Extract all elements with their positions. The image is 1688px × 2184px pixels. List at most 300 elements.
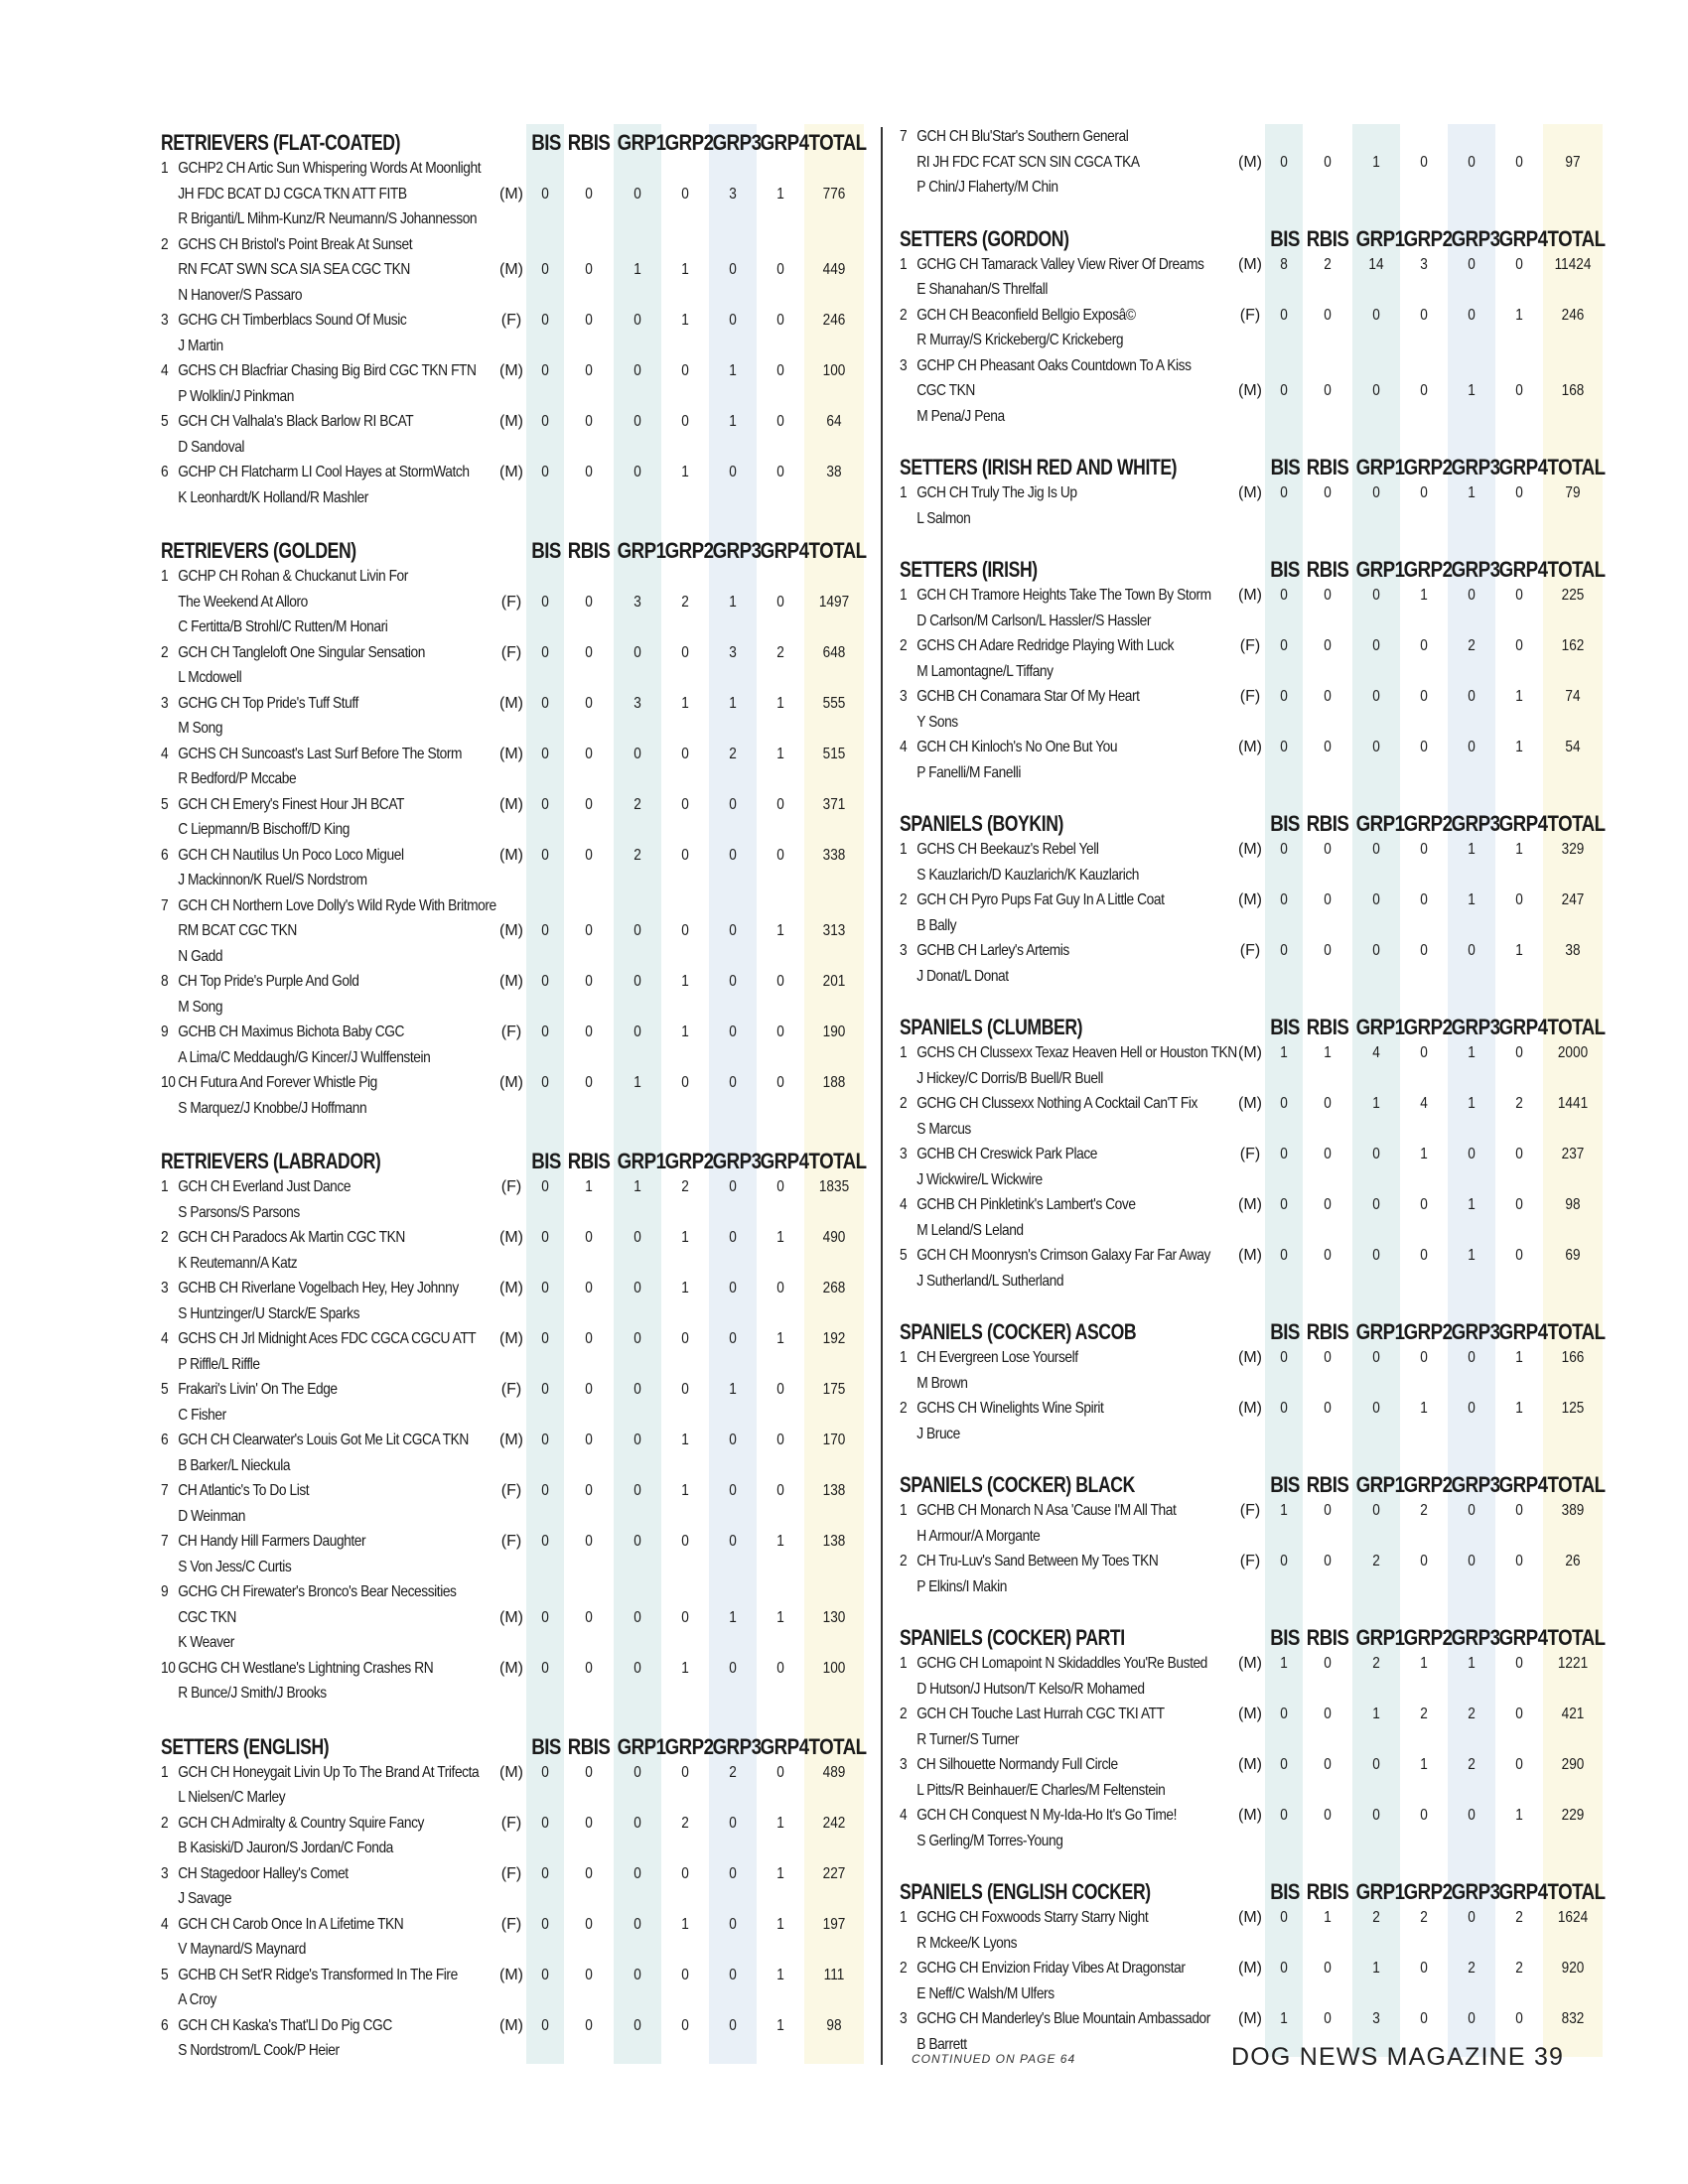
dog-name	[161, 843, 450, 869]
ranking-entry	[900, 1956, 1603, 2006]
ranking-entry	[161, 156, 864, 232]
header-total: TOTAL	[1547, 1625, 1606, 1650]
stat-grp1: 0	[1372, 1807, 1380, 1824]
stat-bis: 0	[541, 1381, 549, 1398]
stat-grp4: 1	[776, 745, 784, 762]
dog-entry	[900, 735, 1189, 785]
owners: B Barker/L Nieckula	[178, 1456, 291, 1474]
sex: (F)	[500, 643, 522, 661]
dog-titles: CGC TKN	[178, 1608, 236, 1626]
stat-rbis: 0	[585, 1074, 593, 1091]
ranking-entry	[161, 358, 864, 409]
stat-grp3: 1	[729, 1381, 737, 1398]
ranking-entry	[161, 232, 864, 309]
section-title: RETRIEVERS (FLAT-COATED)	[161, 130, 401, 155]
section-header	[900, 1619, 1606, 1651]
stat-bis: 0	[1280, 1553, 1288, 1570]
dog-entry	[161, 1861, 450, 1912]
stat-grp1: 0	[633, 1482, 641, 1499]
stat-grp2: 0	[681, 745, 689, 762]
section-title: SETTERS (GORDON)	[900, 225, 1069, 251]
left-column	[161, 124, 867, 2064]
header-bis: BIS	[1270, 225, 1300, 251]
stat-grp3: 0	[1468, 255, 1476, 273]
stat-grp3: 3	[729, 643, 737, 661]
stat-grp1: 0	[1372, 587, 1380, 604]
stat-grp4: 0	[1515, 637, 1523, 654]
stat-rbis: 0	[585, 312, 593, 329]
dog-name-text: GCH CH Blu'Star's Southern General	[916, 128, 1129, 145]
sex: (F)	[500, 1814, 522, 1832]
stat-bis: 0	[1280, 306, 1288, 324]
dog-name-text: GCHS CH Winelights Wine Spirit	[916, 1400, 1104, 1417]
dog-name-text: GCHG CH Top Pride's Tuff Stuff	[178, 694, 358, 712]
stat-total: 11424	[1554, 255, 1592, 273]
stat-total: 192	[822, 1330, 846, 1347]
dog-name	[161, 640, 450, 666]
owners: P Riffle/L Riffle	[178, 1355, 260, 1373]
section-spaniels-boykin	[900, 805, 1606, 989]
dog-name-text: GCH CH Conquest N My-Ida-Ho It's Go Time!	[916, 1807, 1178, 1824]
dog-name-text: GCHS CH Jrl Midnight Aces FDC CGCA CGCU ATT	[178, 1330, 477, 1347]
ranking-entry	[161, 409, 864, 460]
owners: A Lima/C Meddaugh/G Kincer/J Wulffenstein	[178, 1048, 431, 1066]
entry-stats	[496, 1811, 864, 1837]
rank: 1	[161, 568, 169, 585]
stat-grp2: 0	[1420, 382, 1428, 399]
stat-bis: 0	[541, 1864, 549, 1882]
stat-total: 138	[822, 1533, 846, 1550]
stat-grp3: 1	[1468, 1196, 1476, 1213]
stat-grp4: 0	[1515, 1196, 1523, 1213]
stat-rbis: 0	[1324, 1706, 1332, 1722]
stat-total: 188	[822, 1074, 846, 1091]
header-rbis: RBIS	[1306, 1015, 1349, 1039]
header-rbis: RBIS	[1306, 1319, 1349, 1344]
stat-rbis: 0	[585, 973, 593, 990]
rank: 3	[900, 356, 908, 374]
header-grp4: GRP4	[1498, 1625, 1548, 1650]
stat-grp3: 0	[729, 1280, 737, 1297]
owners: J Martin	[178, 337, 223, 354]
dog-entry	[161, 691, 450, 742]
stat-rbis: 0	[585, 846, 593, 864]
dog-titles: RN FCAT SWN SCA SIA SEA CGC TKN	[178, 261, 410, 278]
section-setters-english	[161, 1728, 867, 2064]
rank: 4	[161, 1915, 169, 1933]
stat-bis: 0	[541, 1432, 549, 1448]
stat-grp3: 0	[729, 1864, 737, 1882]
owners: S Parsons/S Parsons	[178, 1203, 300, 1221]
sex: (M)	[499, 185, 523, 203]
dog-name	[161, 1428, 469, 1453]
entry-stats	[496, 460, 864, 485]
ranking-entry	[900, 1243, 1603, 1294]
owners: R Bedford/P Mccabe	[178, 770, 297, 787]
stat-grp1: 0	[1372, 688, 1380, 705]
dog-entry	[900, 303, 1189, 353]
stat-grp4: 0	[1515, 1655, 1523, 1672]
owners: L Pitts/R Beinhauer/E Charles/M Feltenstein	[916, 1781, 1166, 1799]
stat-grp4: 0	[776, 261, 784, 278]
stat-rbis: 0	[585, 261, 593, 278]
rank: 2	[161, 643, 169, 661]
stat-bis: 0	[1280, 382, 1288, 399]
stat-grp2: 0	[681, 1763, 689, 1781]
stat-rbis: 0	[1324, 1502, 1332, 1519]
stat-grp2: 0	[1420, 942, 1428, 959]
stat-grp1: 0	[1372, 1349, 1380, 1366]
entry-stats	[496, 691, 864, 717]
dog-name-text: GCH CH Admiralty & Country Squire Fancy	[178, 1814, 425, 1832]
dog-name-text: GCH CH Northern Love Dolly's Wild Ryde With Britmore	[178, 896, 496, 914]
sex: (F)	[1239, 688, 1261, 705]
entry-stats	[496, 409, 864, 435]
rank: 9	[161, 1583, 169, 1600]
stat-grp4: 0	[776, 593, 784, 611]
stat-rbis: 2	[1324, 255, 1332, 273]
dog-entry	[161, 1070, 450, 1121]
section-setters-gordon	[900, 220, 1606, 430]
dog-entry	[161, 564, 450, 640]
section-title: RETRIEVERS (GOLDEN)	[161, 538, 356, 563]
stat-grp1: 0	[633, 1533, 641, 1550]
header-grp2: GRP2	[664, 1149, 714, 1173]
entry-stats	[1235, 150, 1603, 176]
stat-total: 1835	[818, 1178, 850, 1195]
stat-rbis: 0	[585, 1280, 593, 1297]
section-retrievers-labrador	[161, 1143, 867, 1706]
rank: 2	[161, 235, 169, 253]
stat-rbis: 0	[585, 643, 593, 661]
stat-grp1: 4	[1372, 1044, 1380, 1061]
dog-entry	[161, 792, 450, 843]
dog-name-text: GCHB CH Creswick Park Place	[916, 1146, 1098, 1162]
stat-bis: 0	[541, 593, 549, 611]
stat-bis: 0	[541, 1533, 549, 1550]
ranking-entry	[161, 1225, 864, 1276]
dog-name	[161, 460, 470, 485]
entry-stats	[496, 1428, 864, 1453]
header-grp4: GRP4	[760, 130, 809, 155]
section-header	[161, 124, 867, 156]
entry-stats	[496, 969, 864, 995]
stat-rbis: 0	[585, 2016, 593, 2034]
stat-grp1: 0	[633, 1432, 641, 1448]
stat-bis: 0	[541, 1024, 549, 1040]
header-grp2: GRP2	[1403, 1472, 1453, 1497]
stat-grp3: 2	[1468, 637, 1476, 654]
entry-stats	[496, 358, 864, 384]
owners: C Liepmann/B Bischoff/D King	[178, 821, 351, 838]
ranking-entry	[900, 1345, 1603, 1396]
stat-grp1: 2	[633, 846, 641, 864]
stat-grp2: 0	[1420, 484, 1428, 501]
rank: 6	[161, 1432, 169, 1448]
stat-grp4: 1	[776, 922, 784, 939]
dog-name-text: GCHG CH Firewater's Bronco's Bear Necessities	[178, 1583, 457, 1600]
dog-name-text: GCHG CH Tamarack Valley View River Of Dreams	[916, 255, 1204, 273]
stat-bis: 0	[541, 1608, 549, 1626]
dog-entry	[900, 1345, 1189, 1396]
stat-grp2: 1	[1420, 1400, 1428, 1417]
rank: 1	[161, 1763, 169, 1781]
dog-entry	[161, 1760, 480, 1811]
header-bis: BIS	[1270, 557, 1300, 582]
dog-entry	[900, 1091, 1197, 1142]
dog-name	[161, 1174, 450, 1200]
stat-grp3: 2	[1468, 1706, 1476, 1722]
stat-total: 1497	[818, 593, 850, 611]
page-footer: DOG NEWS MAGAZINE 39	[1231, 2043, 1565, 2071]
header-grp4: GRP4	[1498, 225, 1548, 251]
stat-grp4: 0	[776, 973, 784, 990]
ranking-entry	[161, 1579, 864, 1656]
dog-titles: CGC TKN	[916, 382, 975, 399]
dog-name-text: CH Stagedoor Halley's Comet	[178, 1864, 349, 1882]
header-grp3: GRP3	[1451, 1625, 1500, 1650]
dog-name	[161, 969, 450, 995]
header-bis: BIS	[1270, 1319, 1300, 1344]
stat-total: 313	[822, 922, 846, 939]
sex: (F)	[500, 593, 522, 611]
dog-name-text: CH Handy Hill Farmers Daughter	[178, 1533, 366, 1550]
stat-rbis: 0	[1324, 382, 1332, 399]
stat-bis: 0	[541, 1814, 549, 1832]
stat-rbis: 0	[1324, 587, 1332, 604]
header-grp1: GRP1	[1355, 1319, 1405, 1344]
dog-name-text: GCHS CH Beekauz's Rebel Yell	[916, 841, 1099, 858]
owners: L Salmon	[916, 509, 971, 527]
stat-grp2: 0	[1420, 891, 1428, 908]
entry-stats	[1235, 1651, 1603, 1677]
stat-total: 237	[1561, 1146, 1585, 1162]
header-grp1: GRP1	[1355, 1015, 1405, 1039]
dog-entry	[161, 358, 477, 409]
stat-grp2: 2	[681, 593, 689, 611]
stat-bis: 0	[1280, 153, 1288, 171]
rank: 5	[161, 1381, 169, 1398]
stat-total: 832	[1561, 2010, 1585, 2027]
dog-entry	[900, 1396, 1189, 1446]
sex: (F)	[1239, 1146, 1261, 1162]
dog-entry	[161, 232, 450, 309]
stat-grp4: 1	[776, 1533, 784, 1550]
ranking-entry	[900, 1651, 1603, 1702]
sex: (M)	[499, 795, 523, 813]
section-title: SETTERS (IRISH)	[900, 557, 1038, 582]
rank: 4	[161, 362, 169, 379]
rank: 3	[161, 1864, 169, 1882]
ranking-entry	[161, 1656, 864, 1706]
stat-grp2: 1	[1420, 587, 1428, 604]
header-bis: BIS	[531, 1149, 561, 1173]
stat-rbis: 0	[585, 1763, 593, 1781]
stat-grp4: 1	[1515, 688, 1523, 705]
dog-name-text: GCHB CH Maximus Bichota Baby CGC	[178, 1024, 405, 1040]
stat-grp1: 2	[1372, 1909, 1380, 1926]
header-grp2: GRP2	[1403, 455, 1453, 479]
stat-grp4: 2	[776, 643, 784, 661]
dog-name-text: GCHS CH Suncoast's Last Surf Before The Storm	[178, 745, 463, 762]
stat-rbis: 0	[585, 922, 593, 939]
rank: 1	[900, 587, 908, 604]
stat-grp4: 1	[776, 1330, 784, 1347]
stat-bis: 0	[1280, 891, 1288, 908]
stat-bis: 0	[1280, 1960, 1288, 1977]
stat-grp3: 0	[1468, 1807, 1476, 1824]
header-grp4: GRP4	[1498, 1319, 1548, 1344]
dog-name	[900, 735, 1189, 760]
stat-grp2: 0	[681, 922, 689, 939]
dog-name	[900, 1142, 1189, 1167]
stat-grp1: 0	[1372, 637, 1380, 654]
ranking-entry	[900, 252, 1603, 303]
sex: (M)	[1238, 841, 1262, 858]
dog-name-text: GCHG CH Westlane's Lightning Crashes RN	[178, 1659, 434, 1677]
section-title: SETTERS (IRISH RED AND WHITE)	[900, 455, 1178, 479]
header-rbis: RBIS	[567, 538, 611, 563]
header-rbis: RBIS	[1306, 225, 1349, 251]
dog-name	[900, 480, 1189, 506]
stat-bis: 0	[1280, 841, 1288, 858]
dog-name-text: GCHB CH Set'R Ridge's Transformed In The Fire	[178, 1966, 458, 1983]
stat-grp3: 0	[729, 1659, 737, 1677]
ranking-entry	[161, 1070, 864, 1121]
stat-grp1: 1	[1372, 1095, 1380, 1112]
dog-name	[900, 1243, 1210, 1269]
header-grp2: GRP2	[664, 538, 714, 563]
owners: S Kauzlarich/D Kauzlarich/K Kauzlarich	[916, 866, 1140, 884]
header-grp4: GRP4	[760, 1149, 809, 1173]
stat-bis: 0	[541, 1280, 549, 1297]
dog-name	[900, 684, 1189, 710]
stat-total: 489	[822, 1763, 846, 1781]
header-grp2: GRP2	[1403, 1879, 1453, 1904]
stat-grp3: 1	[1468, 891, 1476, 908]
header-total: TOTAL	[808, 1149, 867, 1173]
owners: M Song	[178, 998, 223, 1016]
header-grp2: GRP2	[1403, 557, 1453, 582]
stat-grp2: 2	[681, 1814, 689, 1832]
dog-entry	[161, 2013, 450, 2064]
ranking-entry	[900, 887, 1603, 938]
section-retrievers-flat-coated	[161, 124, 867, 510]
header-grp3: GRP3	[1451, 1319, 1500, 1344]
dog-name-text: CH Atlantic's To Do List	[178, 1482, 310, 1499]
stat-total: 38	[826, 464, 842, 480]
sex: (M)	[1238, 1247, 1262, 1264]
stat-grp4: 1	[776, 1229, 784, 1246]
stat-grp3: 0	[729, 1229, 737, 1246]
sex: (M)	[499, 1659, 523, 1677]
sex: (M)	[1238, 891, 1262, 908]
header-rbis: RBIS	[567, 1149, 611, 1173]
header-bis: BIS	[1270, 1625, 1300, 1650]
dog-entry	[161, 1225, 450, 1276]
owners: N Hanover/S Passaro	[178, 286, 303, 304]
stat-rbis: 0	[585, 1814, 593, 1832]
stat-total: 111	[823, 1966, 845, 1983]
dog-name	[161, 742, 463, 767]
rank: 2	[900, 1095, 908, 1112]
dog-name	[900, 1702, 1189, 1727]
rank: 10	[161, 1659, 176, 1677]
rank: 2	[900, 1400, 908, 1417]
dog-name-text: GCH CH Pyro Pups Fat Guy In A Little Coat	[916, 891, 1165, 908]
header-grp2: GRP2	[664, 130, 714, 155]
rank: 1	[161, 160, 169, 177]
stat-grp3: 0	[729, 1330, 737, 1347]
right-column	[900, 124, 1606, 2057]
owners: V Maynard/S Maynard	[178, 1941, 306, 1958]
dog-name	[161, 1861, 450, 1887]
owners: D Hutson/J Hutson/T Kelso/R Mohamed	[916, 1680, 1145, 1698]
header-total: TOTAL	[1547, 1319, 1606, 1344]
stat-rbis: 0	[1324, 1807, 1332, 1824]
stat-bis: 0	[1280, 637, 1288, 654]
dog-entry	[900, 1702, 1189, 1752]
ranking-entry	[161, 1478, 864, 1529]
stat-rbis: 0	[585, 745, 593, 762]
dog-name	[900, 353, 1192, 379]
stat-grp2: 0	[681, 846, 689, 864]
stat-grp2: 1	[681, 261, 689, 278]
ranking-entry	[161, 1276, 864, 1326]
header-grp2: GRP2	[1403, 225, 1453, 251]
dog-entry	[900, 353, 1192, 430]
stat-grp1: 0	[1372, 841, 1380, 858]
stat-grp2: 1	[1420, 1655, 1428, 1672]
ranking-entry	[900, 1803, 1603, 1853]
stat-grp1: 0	[633, 1330, 641, 1347]
dog-entry	[161, 460, 470, 510]
section-title: SETTERS (ENGLISH)	[161, 1733, 330, 1759]
section-header	[900, 220, 1606, 252]
section-header	[900, 449, 1606, 480]
ranking-entry	[900, 1040, 1603, 1091]
rank: 3	[900, 1756, 908, 1773]
section-header	[900, 1009, 1606, 1040]
dog-name-text: CH Top Pride's Purple And Gold	[178, 973, 359, 990]
dog-entry	[161, 156, 482, 232]
dog-name-text: GCH CH Tramore Heights Take The Town By Storm	[916, 587, 1211, 604]
section-spaniels-cocker-parti	[900, 1619, 1606, 1853]
stat-bis: 0	[541, 1074, 549, 1091]
header-rbis: RBIS	[1306, 455, 1349, 479]
stat-grp1: 0	[1372, 1756, 1380, 1773]
entry-stats	[496, 257, 864, 283]
stat-total: 1221	[1557, 1655, 1589, 1672]
stat-grp4: 2	[1515, 1095, 1523, 1112]
stat-grp4: 0	[1515, 484, 1523, 501]
header-grp3: GRP3	[1451, 1472, 1500, 1497]
dog-name-text: GCHP CH Rohan & Chuckanut Livin For	[178, 568, 408, 585]
section-title: SPANIELS (COCKER) PARTI	[900, 1625, 1125, 1650]
section-retrievers-golden	[161, 532, 867, 1121]
stat-grp2: 0	[681, 1074, 689, 1091]
ranking-entry	[161, 1760, 864, 1811]
header-grp3: GRP3	[712, 1149, 762, 1173]
dog-entry	[900, 252, 1204, 303]
stat-grp1: 1	[1372, 1706, 1380, 1722]
stat-grp3: 0	[729, 1915, 737, 1933]
sex: (M)	[499, 464, 523, 480]
rank: 6	[161, 464, 169, 480]
stat-grp1: 2	[1372, 1553, 1380, 1570]
stat-grp1: 0	[633, 1763, 641, 1781]
stat-total: 175	[822, 1381, 846, 1398]
